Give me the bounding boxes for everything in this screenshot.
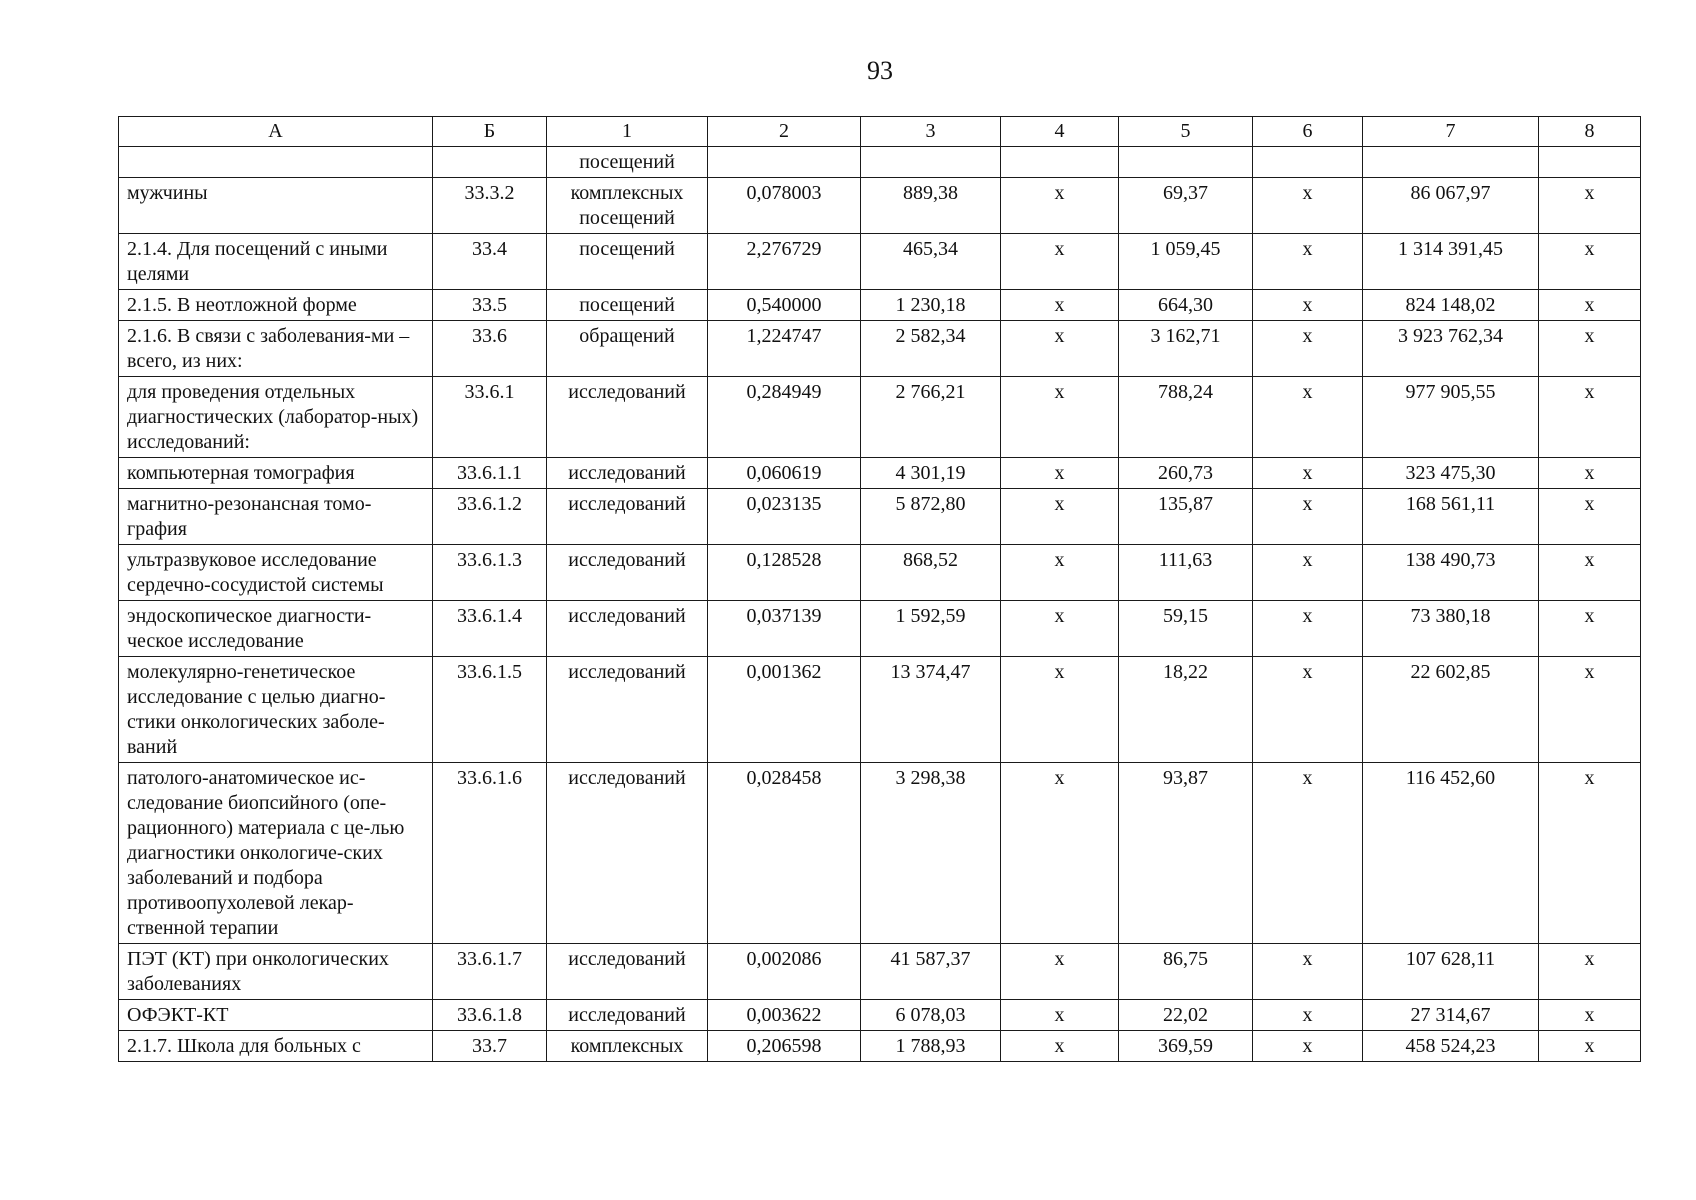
table-row [119,489,1641,545]
table-row [119,944,1641,1000]
table-cell-col-7: 22 602,85 [1363,657,1539,763]
table-cell-col-3: 5 872,80 [861,489,1001,545]
table-cell-col-b: 33.4 [433,234,547,290]
table-cell-col-5: 3 162,71 [1119,321,1253,377]
table-cell-col-4: х [1001,545,1119,601]
table-cell-col-8: х [1539,321,1641,377]
table-cell-col-4: х [1001,1000,1119,1031]
table-cell-col-7 [1363,147,1539,178]
table-cell-col-5: 664,30 [1119,290,1253,321]
header-col-4: 4 [1001,117,1119,147]
table-cell-col-8: х [1539,290,1641,321]
table-cell-col-a: ПЭТ (КТ) при онкологических заболеваниях [119,944,433,1000]
table-cell-col-2: 2,276729 [708,234,861,290]
table-cell-col-8: х [1539,1031,1641,1062]
table-cell-col-b: 33.6.1.8 [433,1000,547,1031]
table-cell-col-6: х [1253,178,1363,234]
table-cell-col-2: 0,001362 [708,657,861,763]
table-row [119,1000,1641,1031]
table-cell-col-4: х [1001,178,1119,234]
table-cell-col-4: х [1001,234,1119,290]
table-cell-col-4: х [1001,1031,1119,1062]
table-row [119,458,1641,489]
table-cell-col-1: комплексных посещений [547,178,708,234]
table-cell-col-6: х [1253,290,1363,321]
table-row [119,321,1641,377]
table-cell-col-6: х [1253,545,1363,601]
table-row [119,178,1641,234]
table-cell-col-1: исследований [547,1000,708,1031]
header-col-6: 6 [1253,117,1363,147]
table-cell-col-4: х [1001,657,1119,763]
table-cell-col-a: 2.1.7. Школа для больных с [119,1031,433,1062]
table-cell-col-5: 86,75 [1119,944,1253,1000]
table-cell-col-4: х [1001,321,1119,377]
table-cell-col-6: х [1253,1000,1363,1031]
table-cell-col-b: 33.6.1.7 [433,944,547,1000]
table-row [119,601,1641,657]
table-cell-col-5: 59,15 [1119,601,1253,657]
table-row [119,763,1641,944]
table-cell-col-b: 33.6.1.4 [433,601,547,657]
table-cell-col-5: 111,63 [1119,545,1253,601]
table-cell-col-4: х [1001,290,1119,321]
table-row [119,545,1641,601]
table-cell-col-a: молекулярно-генетическое исследование с целью диагно-стики онкологических заболе-ваний [119,657,433,763]
table-cell-col-2: 1,224747 [708,321,861,377]
table-cell-col-1: посещений [547,147,708,178]
table-cell-col-6: х [1253,1031,1363,1062]
table-cell-col-2: 0,028458 [708,763,861,944]
table-cell-col-3: 1 230,18 [861,290,1001,321]
table-cell-col-2: 0,540000 [708,290,861,321]
table-cell-col-1: исследований [547,657,708,763]
table-cell-col-8: х [1539,944,1641,1000]
table-cell-col-2: 0,060619 [708,458,861,489]
header-col-3: 3 [861,117,1001,147]
table-cell-col-2: 0,037139 [708,601,861,657]
table-cell-col-b: 33.6.1.1 [433,458,547,489]
table-cell-col-a: патолого-анатомическое ис-следование биопсийного (опе-рационного) материала с це-лью диагностики онкологиче-ских заболеваний и подбора противоопухолевой лекар-ственной терапии [119,763,433,944]
table-cell-col-3: 3 298,38 [861,763,1001,944]
table-cell-col-a: ультразвуковое исследование сердечно-сосудистой системы [119,545,433,601]
table-cell-col-4: х [1001,377,1119,458]
table-cell-col-6: х [1253,601,1363,657]
table-cell-col-2: 0,284949 [708,377,861,458]
table-cell-col-6: х [1253,234,1363,290]
table-cell-col-1: исследований [547,489,708,545]
table-cell-col-2: 0,003622 [708,1000,861,1031]
table-cell-col-5: 1 059,45 [1119,234,1253,290]
table-cell-col-a: для проведения отдельных диагностических (лаборатор-ных) исследований: [119,377,433,458]
table-cell-col-6: х [1253,657,1363,763]
table-cell-col-3: 465,34 [861,234,1001,290]
table-cell-col-4: х [1001,944,1119,1000]
table-cell-col-b: 33.7 [433,1031,547,1062]
table-cell-col-5: 369,59 [1119,1031,1253,1062]
table-cell-col-8: х [1539,489,1641,545]
table-cell-col-2: 0,078003 [708,178,861,234]
table-cell-col-1: комплексных [547,1031,708,1062]
table-cell-col-3: 2 582,34 [861,321,1001,377]
table-cell-col-6 [1253,147,1363,178]
table-cell-col-5 [1119,147,1253,178]
table-cell-col-5: 260,73 [1119,458,1253,489]
table-cell-col-4: х [1001,489,1119,545]
table-cell-col-8: х [1539,601,1641,657]
table-cell-col-b [433,147,547,178]
table-cell-col-8: х [1539,458,1641,489]
header-col-7: 7 [1363,117,1539,147]
table-cell-col-8: х [1539,545,1641,601]
table-cell-col-7: 1 314 391,45 [1363,234,1539,290]
table-cell-col-8: х [1539,763,1641,944]
table-cell-col-7: 168 561,11 [1363,489,1539,545]
table-cell-col-6: х [1253,321,1363,377]
table-cell-col-5: 788,24 [1119,377,1253,458]
table-cell-col-6: х [1253,458,1363,489]
table-cell-col-b: 33.6.1.5 [433,657,547,763]
table-row [119,377,1641,458]
table-cell-col-5: 135,87 [1119,489,1253,545]
table-cell-col-3: 6 078,03 [861,1000,1001,1031]
table-cell-col-2: 0,128528 [708,545,861,601]
table-cell-col-7: 977 905,55 [1363,377,1539,458]
table-cell-col-5: 69,37 [1119,178,1253,234]
header-col-b: Б [433,117,547,147]
table-cell-col-4: х [1001,763,1119,944]
table-cell-col-6: х [1253,763,1363,944]
table-cell-col-3: 13 374,47 [861,657,1001,763]
table-row [119,234,1641,290]
header-col-1: 1 [547,117,708,147]
table-cell-col-5: 22,02 [1119,1000,1253,1031]
table-cell-col-a: ОФЭКТ-КТ [119,1000,433,1031]
table-cell-col-6: х [1253,944,1363,1000]
table-cell-col-8: х [1539,377,1641,458]
table-cell-col-1: посещений [547,234,708,290]
table-header-row [119,117,1641,147]
table-cell-col-1: исследований [547,601,708,657]
table-cell-col-3: 868,52 [861,545,1001,601]
table-cell-col-b: 33.6 [433,321,547,377]
table-cell-col-6: х [1253,377,1363,458]
header-col-2: 2 [708,117,861,147]
table-cell-col-8: х [1539,178,1641,234]
table-cell-col-3 [861,147,1001,178]
table-cell-col-a: магнитно-резонансная томо-графия [119,489,433,545]
table-cell-col-7: 138 490,73 [1363,545,1539,601]
table-cell-col-b: 33.5 [433,290,547,321]
table-cell-col-a: 2.1.6. В связи с заболевания-ми – всего, из них: [119,321,433,377]
table-cell-col-a: 2.1.5. В неотложной форме [119,290,433,321]
table-cell-col-2: 0,023135 [708,489,861,545]
table-cell-col-7: 86 067,97 [1363,178,1539,234]
table-cell-col-1: обращений [547,321,708,377]
table-row [119,1031,1641,1062]
table-cell-col-3: 4 301,19 [861,458,1001,489]
table-cell-col-b: 33.3.2 [433,178,547,234]
table-cell-col-3: 1 788,93 [861,1031,1001,1062]
table-cell-col-b: 33.6.1 [433,377,547,458]
table-cell-col-7: 824 148,02 [1363,290,1539,321]
table-cell-col-7: 73 380,18 [1363,601,1539,657]
table-cell-col-a: мужчины [119,178,433,234]
table-cell-col-4: х [1001,458,1119,489]
table-cell-col-3: 889,38 [861,178,1001,234]
table-cell-col-a: эндоскопическое диагности-ческое исследование [119,601,433,657]
table-cell-col-7: 458 524,23 [1363,1031,1539,1062]
table-cell-col-a: компьютерная томография [119,458,433,489]
table-cell-col-2: 0,002086 [708,944,861,1000]
table-cell-col-6: х [1253,489,1363,545]
table-cell-col-3: 2 766,21 [861,377,1001,458]
page-number: 93 [867,56,893,85]
table-cell-col-1: исследований [547,944,708,1000]
table-row [119,290,1641,321]
table-cell-col-1: исследований [547,458,708,489]
header-col-5: 5 [1119,117,1253,147]
table-cell-col-a: 2.1.4. Для посещений с иными целями [119,234,433,290]
table-cell-col-b: 33.6.1.2 [433,489,547,545]
table-cell-col-5: 93,87 [1119,763,1253,944]
table-cell-col-1: посещений [547,290,708,321]
table-cell-col-8: х [1539,1000,1641,1031]
table-row [119,147,1641,178]
table-cell-col-a [119,147,433,178]
table-cell-col-3: 41 587,37 [861,944,1001,1000]
table-cell-col-1: исследований [547,545,708,601]
table-cell-col-8: х [1539,657,1641,763]
table-cell-col-8: х [1539,234,1641,290]
table-cell-col-3: 1 592,59 [861,601,1001,657]
table-cell-col-8 [1539,147,1641,178]
table-cell-col-4 [1001,147,1119,178]
table-cell-col-5: 18,22 [1119,657,1253,763]
header-col-a: А [119,117,433,147]
table-cell-col-7: 27 314,67 [1363,1000,1539,1031]
table-cell-col-1: исследований [547,377,708,458]
table-cell-col-1: исследований [547,763,708,944]
table-cell-col-b: 33.6.1.3 [433,545,547,601]
table-cell-col-b: 33.6.1.6 [433,763,547,944]
table-cell-col-7: 116 452,60 [1363,763,1539,944]
header-col-8: 8 [1539,117,1641,147]
data-table [118,116,1641,1062]
table-cell-col-2 [708,147,861,178]
table-cell-col-2: 0,206598 [708,1031,861,1062]
table-cell-col-7: 3 923 762,34 [1363,321,1539,377]
table-cell-col-7: 323 475,30 [1363,458,1539,489]
table-cell-col-7: 107 628,11 [1363,944,1539,1000]
table-row [119,657,1641,763]
table-cell-col-4: х [1001,601,1119,657]
